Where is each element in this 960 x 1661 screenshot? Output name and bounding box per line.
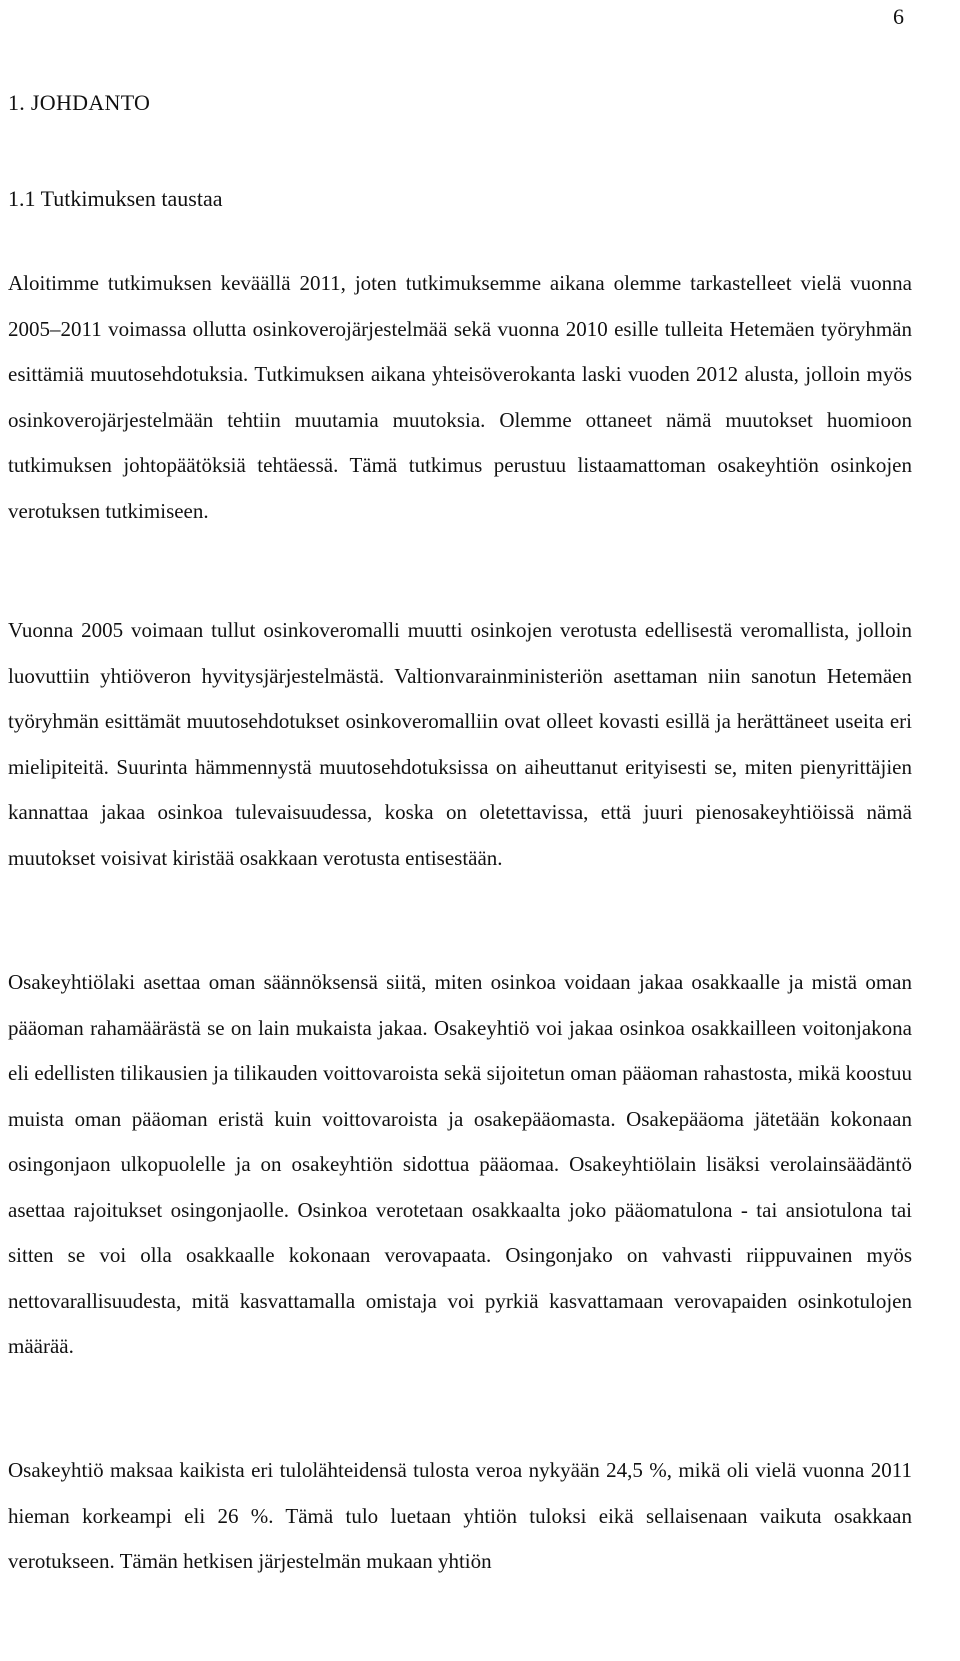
body-paragraph: Vuonna 2005 voimaan tullut osinkoveromalli muutti osinkojen verotusta edellisestä veromallista, jolloin luovuttiin yhtiöveron hyvitysjärjestelmästä. Valtionvarainministeriön asettaman niin sanotun Hetemäen työryhmän esittämät muutosehdotukset osinkoveromalliin ovat olleet kovasti esillä ja herättäneet useita eri mielipiteitä. Suurinta hämmennystä muutosehdotuksissa on aiheuttanut erityisesti se, miten pienyrittäjien kannattaa jakaa osinkoa tulevaisuudessa, koska on oletettavissa, että juuri pienosakeyhtiöissä nämä muutokset voisivat kiristää osakkaan verotusta entisestään. <box>8 618 912 870</box>
chapter-heading: 1. JOHDANTO <box>8 90 151 115</box>
section-heading: 1.1 Tutkimuksen taustaa <box>8 186 223 211</box>
body-paragraph: Osakeyhtiölaki asettaa oman säännöksensä siitä, miten osinkoa voidaan jakaa osakkaalle ja mistä oman pääoman rahamäärästä se on lain mukaista jakaa. Osakeyhtiö voi jakaa osinkoa osakkailleen voitonjakona eli edellisten tilikausien ja tilikauden voittovaroista sekä sijoitetun oman pääoman rahastosta, mikä koostuu muista oman pääoman eristä kuin voittovaroista ja osakepääomasta. Osakepääoma jätetään kokonaan osingonjaon ulkopuolelle ja on osakeyhtiön sidottua pääomaa. Osakeyhtiölain lisäksi verolainsäädäntö asettaa rajoitukset osingonjaolle. Osinkoa verotetaan osakkaalta joko pääomatulona - tai ansiotulona tai sitten se voi olla osakkaalle kokonaan verovapaata. Osingonjako on vahvasti riippuvainen myös nettovarallisuudesta, mitä kasvattamalla omistaja voi pyrkiä kasvattamaan verovapaiden osinkotulojen määrää. <box>8 970 912 1358</box>
body-paragraph: Osakeyhtiö maksaa kaikista eri tulolähteidensä tulosta veroa nykyään 24,5 %, mikä oli vielä vuonna 2011 hieman korkeampi eli 26 %. Tämä tulo luetaan yhtiön tuloksi eikä sellaisenaan vaikuta osakkaan verotukseen. Tämän hetkisen järjestelmän mukaan yhtiön <box>8 1458 912 1573</box>
body-paragraph: Aloitimme tutkimuksen keväällä 2011, joten tutkimuksemme aikana olemme tarkastelleet vielä vuonna 2005–2011 voimassa ollutta osinkoverojärjestelmää sekä vuonna 2010 esille tulleita Hetemäen työryhmän esittämiä muutosehdotuksia. Tutkimuksen aikana yhteisöverokanta laski vuoden 2012 alusta, jolloin myös osinkoverojärjestelmään tehtiin muutamia muutoksia. Olemme ottaneet nämä muutokset huomioon tutkimuksen johtopäätöksiä tehtäessä. Tämä tutkimus perustuu listaamattoman osakeyhtiön osinkojen verotuksen tutkimiseen. <box>8 271 912 523</box>
page-number: 6 <box>893 4 904 29</box>
